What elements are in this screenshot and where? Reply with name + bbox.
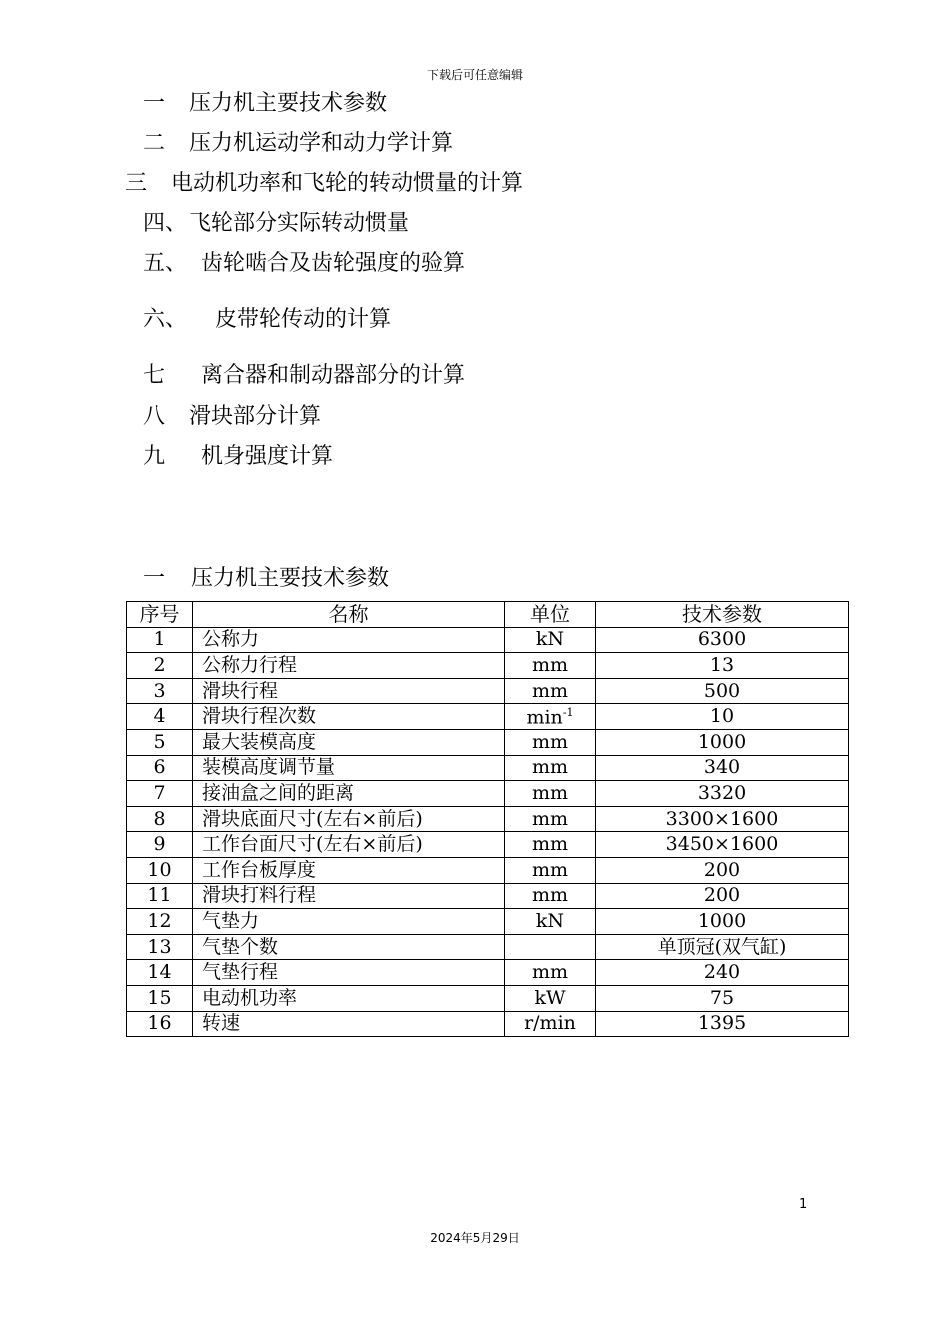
cell-unit: mm — [505, 883, 596, 909]
header-value: 技术参数 — [596, 602, 849, 628]
toc-item-1 — [143, 93, 387, 115]
cell-value: 240 — [596, 960, 849, 986]
table-row — [127, 806, 849, 832]
toc-item-3 — [125, 173, 523, 195]
toc-item-title: 滑块部分计算 — [189, 404, 322, 429]
cell-unit: kW — [505, 985, 596, 1011]
cell-number: 8 — [127, 806, 193, 832]
cell-name: 滑块打料行程 — [193, 883, 505, 909]
toc-item-6 — [143, 309, 391, 331]
cell-name: 转速 — [193, 1011, 505, 1037]
cell-value: 75 — [596, 985, 849, 1011]
cell-value: 200 — [596, 857, 849, 883]
cell-unit: mm — [505, 755, 596, 781]
header-unit: 单位 — [505, 602, 596, 628]
table-row — [127, 934, 849, 960]
cell-value: 1000 — [596, 729, 849, 755]
cell-name: 公称力行程 — [193, 653, 505, 679]
cell-unit: mm — [505, 653, 596, 679]
cell-name: 公称力 — [193, 627, 505, 653]
cell-name: 气垫个数 — [193, 934, 505, 960]
cell-name: 接油盒之间的距离 — [193, 781, 505, 807]
unit-text: min — [526, 705, 563, 728]
cell-number: 9 — [127, 832, 193, 858]
cell-value: 340 — [596, 755, 849, 781]
cell-name: 电动机功率 — [193, 985, 505, 1011]
cell-value: 3320 — [596, 781, 849, 807]
cell-value: 1395 — [596, 1011, 849, 1037]
table-row — [127, 729, 849, 755]
cell-name: 装模高度调节量 — [193, 755, 505, 781]
table-row — [127, 960, 849, 986]
cell-unit: kN — [505, 909, 596, 935]
cell-value: 13 — [596, 653, 849, 679]
toc-item-title: 皮带轮传动的计算 — [215, 307, 392, 332]
cell-name: 工作台面尺寸(左右×前后) — [193, 832, 505, 858]
table-row — [127, 985, 849, 1011]
cell-number: 15 — [127, 985, 193, 1011]
cell-value: 单顶冠(双气缸) — [596, 934, 849, 960]
cell-name: 工作台板厚度 — [193, 857, 505, 883]
cell-name: 滑块行程次数 — [193, 704, 505, 730]
toc-item-number: 六、 — [143, 307, 188, 332]
cell-unit: mm — [505, 781, 596, 807]
cell-number: 3 — [127, 678, 193, 704]
toc-item-number: 七 — [143, 363, 166, 388]
cell-unit: kN — [505, 627, 596, 653]
cell-number: 1 — [127, 627, 193, 653]
cell-value: 6300 — [596, 627, 849, 653]
cell-number: 11 — [127, 883, 193, 909]
cell-unit: mm — [505, 960, 596, 986]
table-row — [127, 832, 849, 858]
cell-unit: mm — [505, 832, 596, 858]
header-number: 序号 — [127, 602, 193, 628]
toc-item-title: 机身强度计算 — [201, 444, 334, 469]
table-row — [127, 704, 849, 730]
toc-item-title: 压力机运动学和动力学计算 — [189, 131, 454, 156]
toc-item-title: 齿轮啮合及齿轮强度的验算 — [201, 251, 466, 276]
toc-item-number: 五、 — [143, 251, 188, 276]
cell-name: 滑块底面尺寸(左右×前后) — [193, 806, 505, 832]
cell-unit: r/min — [505, 1011, 596, 1037]
table-row — [127, 909, 849, 935]
cell-name: 滑块行程 — [193, 678, 505, 704]
toc-item-number: 九 — [143, 444, 166, 469]
toc-item-title: 飞轮部分实际转动惯量 — [189, 211, 410, 236]
cell-name: 最大装模高度 — [193, 729, 505, 755]
section-heading — [143, 561, 389, 592]
cell-unit: mm — [505, 678, 596, 704]
toc-item-title: 电动机功率和飞轮的转动惯量的计算 — [171, 171, 524, 196]
cell-number: 6 — [127, 755, 193, 781]
table-row — [127, 755, 849, 781]
section-title: 压力机主要技术参数 — [191, 566, 390, 591]
cell-unit — [505, 934, 596, 960]
cell-unit — [505, 704, 596, 730]
table-row — [127, 1011, 849, 1037]
toc-item-number: 八 — [143, 404, 166, 429]
parameters-table — [126, 601, 849, 1037]
table-row — [127, 653, 849, 679]
cell-value: 10 — [596, 704, 849, 730]
table-row — [127, 627, 849, 653]
toc-item-7 — [143, 365, 465, 387]
toc-item-5 — [143, 253, 465, 275]
toc-item-number: 四、 — [143, 211, 188, 236]
cell-value: 1000 — [596, 909, 849, 935]
cell-value: 3450×1600 — [596, 832, 849, 858]
header-name: 名称 — [193, 602, 505, 628]
cell-number: 2 — [127, 653, 193, 679]
cell-unit: mm — [505, 857, 596, 883]
cell-number: 12 — [127, 909, 193, 935]
cell-value: 200 — [596, 883, 849, 909]
cell-number: 5 — [127, 729, 193, 755]
cell-value: 500 — [596, 678, 849, 704]
page-header: 下载后可任意编辑 — [426, 68, 523, 82]
cell-number: 4 — [127, 704, 193, 730]
toc-item-9 — [143, 446, 333, 468]
table-row — [127, 781, 849, 807]
cell-number: 13 — [127, 934, 193, 960]
toc-item-number: 一 — [143, 91, 166, 116]
table-row — [127, 883, 849, 909]
cell-number: 16 — [127, 1011, 193, 1037]
table-row — [127, 857, 849, 883]
cell-number: 10 — [127, 857, 193, 883]
toc-item-title: 离合器和制动器部分的计算 — [201, 363, 466, 388]
cell-number: 7 — [127, 781, 193, 807]
cell-value: 3300×1600 — [596, 806, 849, 832]
section-number: 一 — [143, 566, 166, 591]
cell-name: 气垫行程 — [193, 960, 505, 986]
cell-unit: mm — [505, 729, 596, 755]
cell-number: 14 — [127, 960, 193, 986]
unit-superscript: -1 — [562, 705, 574, 719]
toc-item-4 — [143, 213, 409, 235]
page-footer-date: 2024年5月29日 — [430, 1231, 520, 1245]
cell-name: 气垫力 — [193, 909, 505, 935]
cell-unit: mm — [505, 806, 596, 832]
page-number: 1 — [799, 1197, 808, 1212]
table-row — [127, 678, 849, 704]
toc-item-number: 三 — [125, 171, 148, 196]
table-header-row — [127, 602, 849, 628]
toc-item-title: 压力机主要技术参数 — [189, 91, 388, 116]
toc-item-2 — [143, 133, 453, 155]
toc-item-number: 二 — [143, 131, 166, 156]
toc-item-8 — [143, 406, 321, 428]
